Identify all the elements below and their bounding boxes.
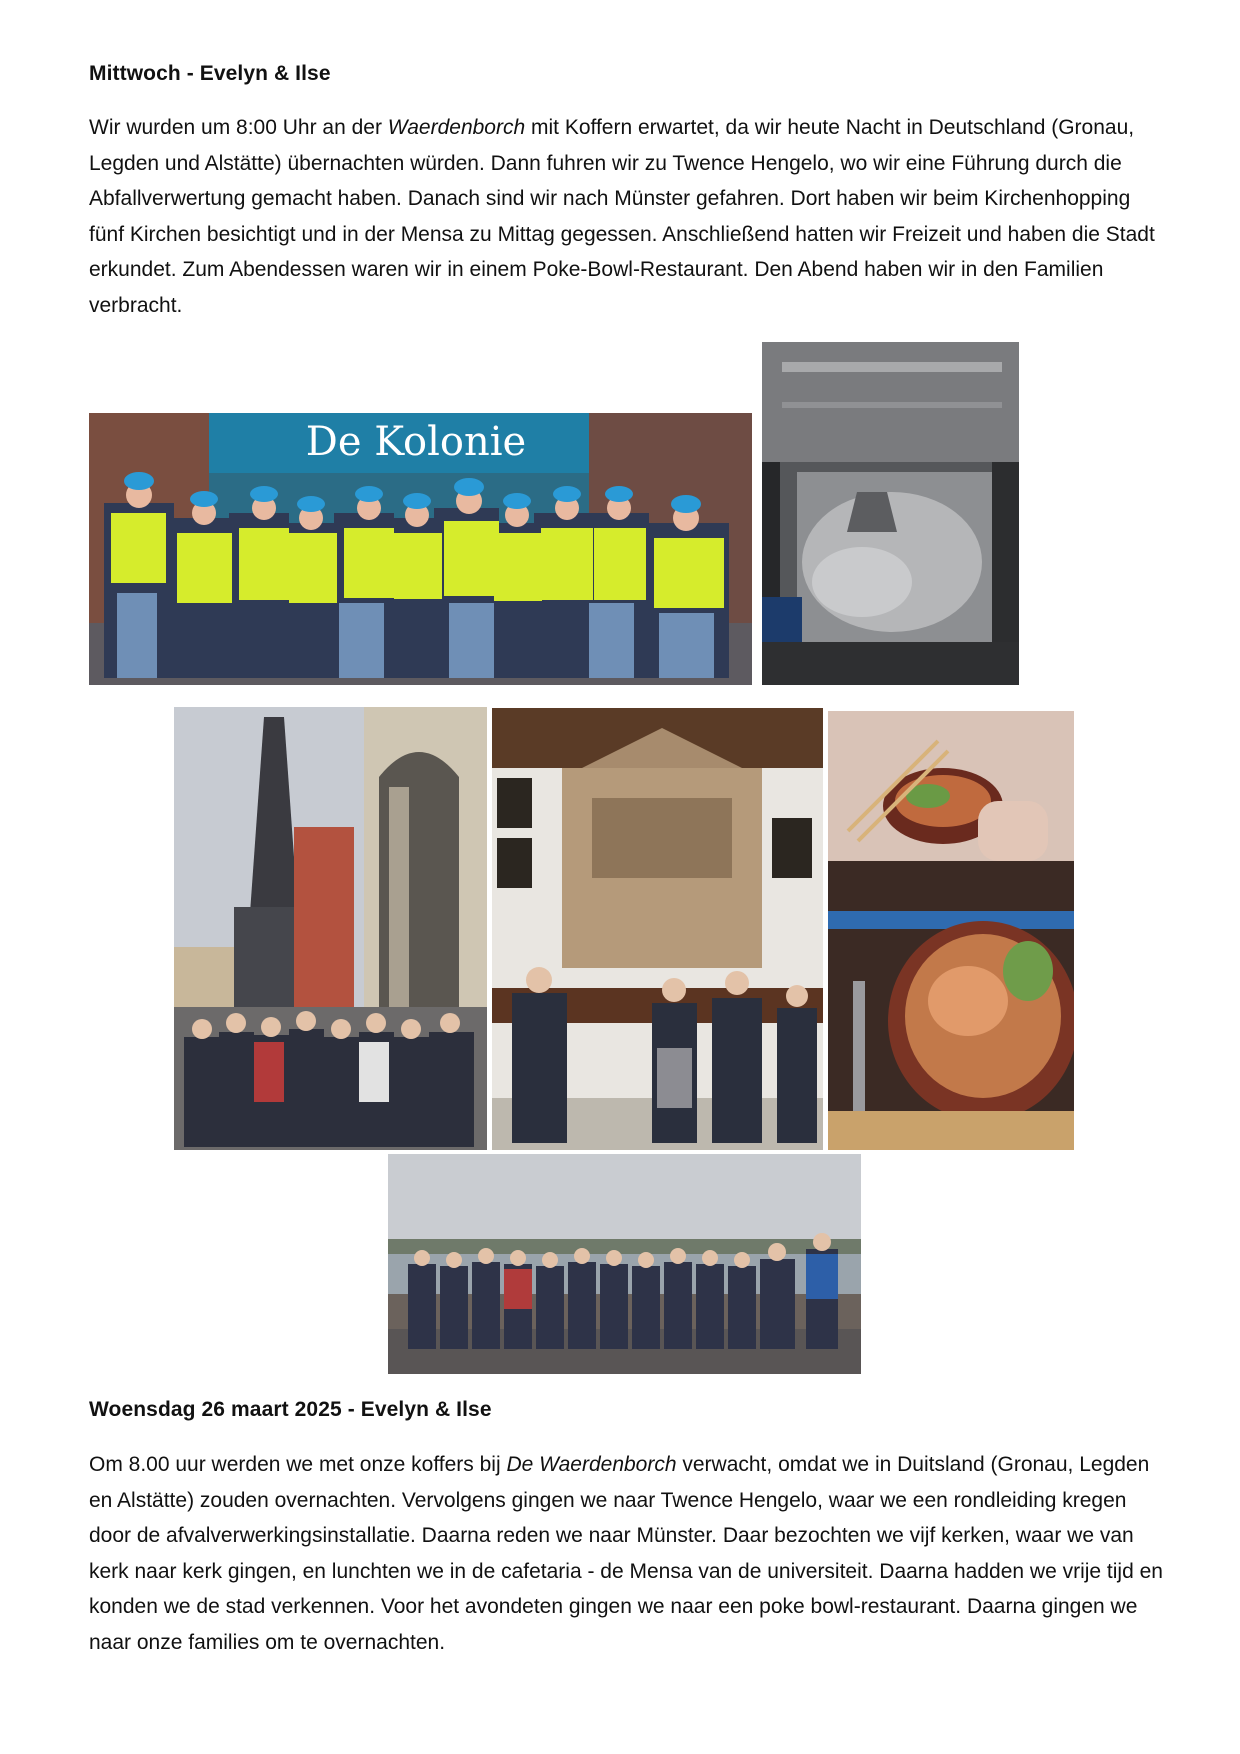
photo-munster-church [174, 707, 487, 1150]
photo-group-hivis-de-kolonie [89, 413, 752, 685]
paragraph-german-emphasis: Waerdenborch [387, 116, 526, 139]
photo-poke-bowls [828, 711, 1074, 1150]
paragraph-dutch-emphasis: De Waerdenborch [506, 1453, 677, 1476]
paragraph-dutch [89, 1447, 1164, 1660]
paragraph-german-text-1: Wir wurden um 8:00 Uhr an der [89, 116, 388, 139]
heading-mittwoch: Mittwoch - Evelyn & Ilse [89, 62, 331, 85]
paragraph-german [89, 110, 1164, 323]
paragraph-dutch-text-1: Om 8.00 uur werden we met onze koffers bij [89, 1453, 507, 1476]
de-kolonie-sign: De Kolonie [305, 419, 527, 465]
photo-group-lakeside [388, 1154, 861, 1374]
paragraph-german-text-2: mit Koffern erwartet, da wir heute Nacht in Deutschland (Gronau, Legden und Alstätte) übernachten würden. Dann fuhren wir zu Twence Hengelo, wo wir eine Führung durch die Abfallverwertung gemacht haben. Danach sind wir nach Münster gefahren. Dort haben wir beim Kirchenhopping fünf Kirchen besichtigt und in der Mensa zu Mittag gegessen. Anschließend hatten wir Freizeit und haben die Stadt erkundet. Zum Abendessen waren wir in einem Poke-Bowl-Restaurant. Den Abend haben wir in den Familien verbracht. [89, 116, 1155, 317]
photo-waste-bunker [762, 342, 1019, 685]
heading-woensdag: Woensdag 26 maart 2025 - Evelyn & Ilse [89, 1398, 492, 1421]
paragraph-dutch-text-2: verwacht, omdat we in Duitsland (Gronau, Legden en Alstätte) zouden overnachten. Vervolgens gingen we naar Twence Hengelo, waar we een rondleiding kregen door de afvalverwerkingsinstallatie. Daarna reden we naar Münster. Daar bezochten we vijf kerken, waar we van kerk naar kerk gingen, en lunchten we in de cafetaria - de Mensa van de universiteit. Daarna hadden we vrije tijd en konden we de stad verkennen. Voor het avondeten gingen we naar een poke bowl-restaurant. Daarna gingen we naar onze families om te overnachten. [89, 1453, 1163, 1654]
photo-ornate-hall [492, 708, 823, 1150]
